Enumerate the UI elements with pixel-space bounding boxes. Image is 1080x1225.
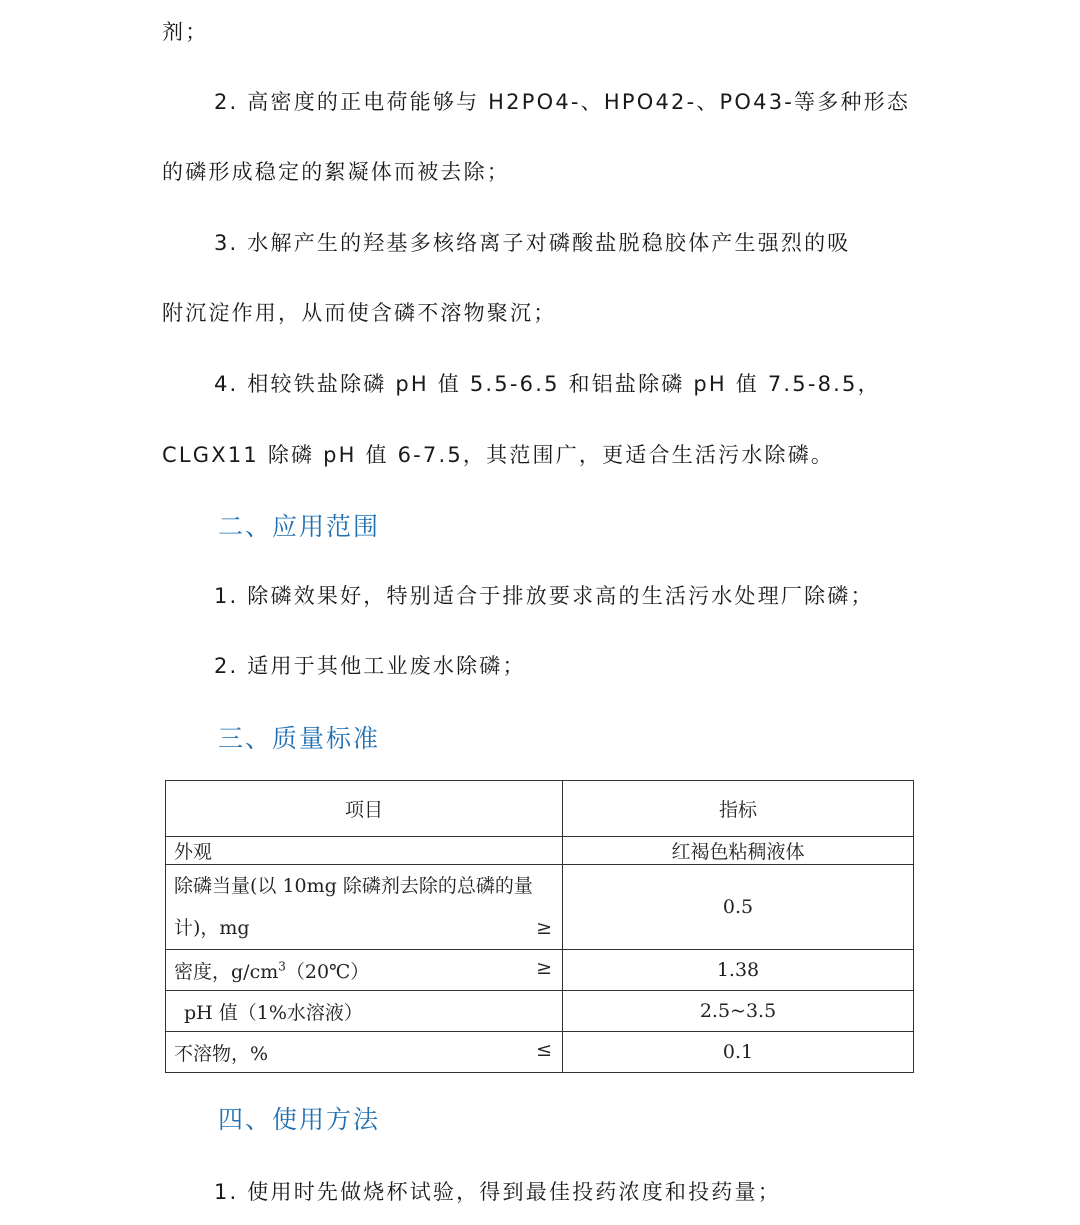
quality-standard-table: [165, 780, 914, 1073]
list-item: 2. 适用于其他工业废水除磷；: [214, 654, 526, 678]
table-cell-item: pH 值（1%水溶液）: [166, 991, 563, 1032]
table-cell-value: 0.1: [563, 1032, 914, 1073]
table-cell-item-text: （20℃）: [285, 960, 370, 983]
table-header-cell: 指标: [563, 781, 914, 837]
table-cell-value: 2.5~3.5: [563, 991, 914, 1032]
list-item: 1. 除磷效果好，特别适合于排放要求高的生活污水处理厂除磷；: [214, 584, 874, 608]
comparison-symbol: ≥: [536, 956, 552, 979]
table-cell-item-line: 除磷当量(以 10mg 除磷剂去除的总磷的量: [174, 875, 533, 897]
comparison-symbol: ≤: [536, 1038, 552, 1061]
table-cell-item: 外观: [166, 837, 563, 865]
body-text-line: 的磷形成稳定的絮凝体而被去除；: [162, 160, 510, 184]
table-cell-value: 红褐色粘稠液体: [563, 837, 914, 865]
section-heading: 三、质量标准: [218, 724, 381, 753]
table-cell-value: 1.38: [563, 950, 914, 991]
body-text-line: 3. 水解产生的羟基多核络离子对磷酸盐脱稳胶体产生强烈的吸: [214, 231, 851, 255]
table-row: [166, 865, 914, 950]
table-cell-item: [166, 950, 563, 991]
table-header-row: [166, 781, 914, 837]
section-heading: 四、使用方法: [218, 1105, 381, 1134]
table-cell-item: [166, 1032, 563, 1073]
table-cell-item-line: [174, 907, 554, 949]
table-cell-item: [166, 865, 563, 950]
body-text-line: 4. 相较铁盐除磷 pH 值 5.5-6.5 和铝盐除磷 pH 值 7.5-8.5，: [214, 372, 881, 396]
table-row: [166, 950, 914, 991]
list-item: 1. 使用时先做烧杯试验，得到最佳投药浓度和投药量；: [214, 1180, 781, 1204]
table-cell-item-text: 密度，g/cm: [174, 960, 279, 983]
body-text-line: CLGX11 除磷 pH 值 6-7.5，其范围广，更适合生活污水除磷。: [162, 443, 835, 467]
table-row: [166, 837, 914, 865]
comparison-symbol: ≥: [536, 917, 552, 939]
table-row: [166, 991, 914, 1032]
table-cell-item-text: 计)，mg: [174, 917, 250, 939]
body-text-line: 2. 高密度的正电荷能够与 H2PO4-、HPO42-、PO43-等多种形态: [214, 90, 911, 114]
section-heading: 二、应用范围: [218, 512, 381, 541]
table-cell-item-text: 不溶物，%: [174, 1042, 269, 1065]
table-cell-value: 0.5: [563, 865, 914, 950]
body-text-line: 附沉淀作用，从而使含磷不溶物聚沉；: [162, 301, 557, 325]
body-text-line: 剂；: [162, 20, 209, 44]
superscript: 3: [278, 959, 286, 974]
table-row: [166, 1032, 914, 1073]
table-header-cell: 项目: [166, 781, 563, 837]
